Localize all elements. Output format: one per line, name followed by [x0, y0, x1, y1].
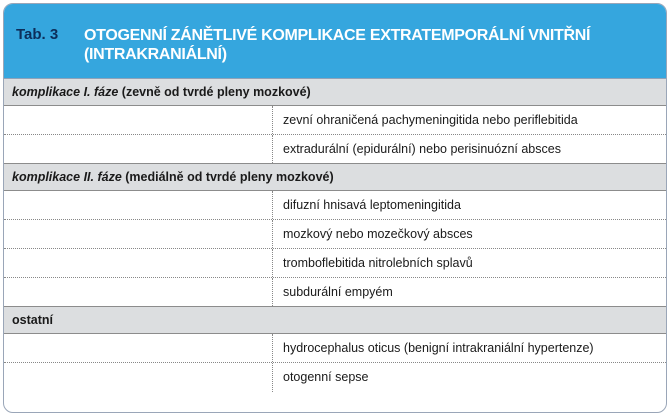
- table-row: [4, 278, 666, 307]
- table-row: [4, 106, 666, 135]
- empty-cell: [4, 278, 273, 306]
- item-cell: mozkový nebo mozečkový absces: [283, 227, 473, 241]
- table-row: [4, 191, 666, 220]
- table-row: [4, 363, 666, 392]
- item-cell: zevní ohraničená pachymeningitida nebo periflebitida: [283, 113, 578, 127]
- table-title: OTOGENNÍ ZÁNĚTLIVÉ KOMPLIKACE EXTRATEMPORÁLNÍ VNITŘNÍ (INTRAKRANIÁLNÍ): [84, 27, 591, 63]
- section-heading-italic: komplikace II. fáze: [12, 170, 122, 184]
- section-heading-text: (zevně od tvrdé pleny mozkové): [118, 85, 311, 99]
- empty-cell: [4, 106, 273, 134]
- item-cell: subdurální empyém: [283, 285, 393, 299]
- item-cell: extradurální (epidurální) nebo perisinuózní absces: [283, 142, 561, 156]
- item-cell: otogenní sepse: [283, 370, 369, 384]
- empty-cell: [4, 363, 273, 392]
- section-heading-1: [4, 79, 666, 106]
- item-cell: difuzní hnisavá leptomeningitida: [283, 198, 461, 212]
- section-heading-2: [4, 164, 666, 191]
- table-row: [4, 249, 666, 278]
- table-row: [4, 135, 666, 164]
- section-heading-text: (mediálně od tvrdé pleny mozkové): [121, 170, 334, 184]
- table-frame: [3, 3, 667, 413]
- item-cell: tromboflebitida nitrolebních splavů: [283, 256, 473, 270]
- empty-cell: [4, 249, 273, 277]
- item-cell: hydrocephalus oticus (benigní intrakraniální hypertenze): [283, 341, 594, 355]
- table-row: [4, 334, 666, 363]
- empty-cell: [4, 191, 273, 219]
- empty-cell: [4, 334, 273, 362]
- empty-cell: [4, 135, 273, 163]
- table-number: Tab. 3: [16, 26, 59, 43]
- empty-cell: [4, 220, 273, 248]
- section-heading-text: ostatní: [12, 313, 53, 327]
- table-header: [4, 4, 666, 79]
- section-heading-italic: komplikace I. fáze: [12, 85, 119, 99]
- table-row: [4, 220, 666, 249]
- section-heading-3: [4, 307, 666, 334]
